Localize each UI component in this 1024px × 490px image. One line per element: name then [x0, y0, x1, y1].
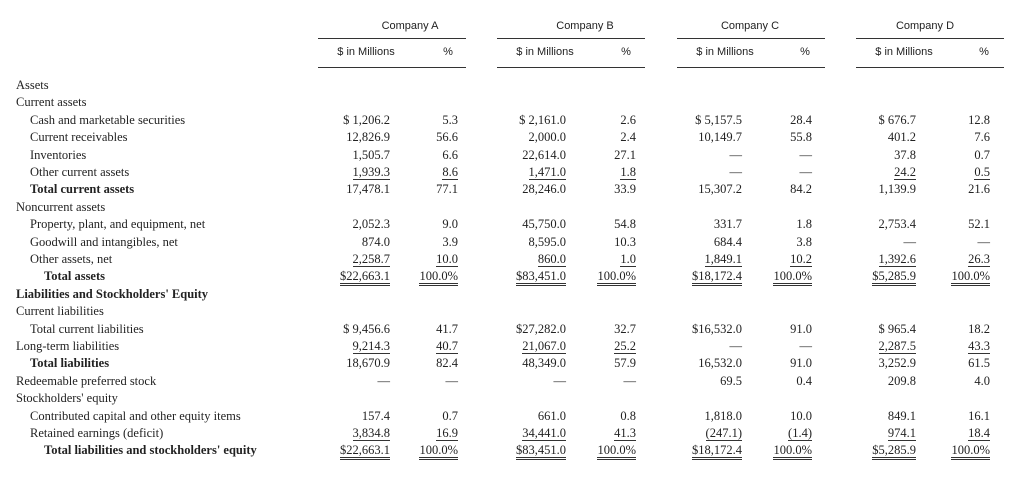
- amount-cell: 34,441.0: [522, 426, 566, 440]
- percent-cell: 1.0: [620, 252, 636, 266]
- percent-cell: 0.8: [620, 408, 636, 423]
- percent-cell: 56.6: [436, 130, 458, 145]
- percent-cell: —: [799, 147, 812, 162]
- amount-cell: 16,532.0: [698, 356, 742, 371]
- percent-cell: 32.7: [614, 321, 636, 336]
- percent-cell: 25.2: [614, 339, 636, 353]
- amount-cell: 10,149.7: [698, 130, 742, 145]
- amount-cell: —: [377, 373, 390, 388]
- percent-cell: 2.6: [620, 112, 636, 127]
- percent-cell: 28.4: [790, 112, 812, 127]
- amount-cell: 1,471.0: [528, 165, 566, 179]
- row-label: Inventories: [30, 147, 87, 162]
- amount-cell: 3,834.8: [352, 426, 390, 440]
- row-label: Current assets: [16, 95, 87, 110]
- amount-cell: 2,052.3: [352, 217, 390, 232]
- amount-cell: 2,258.7: [352, 252, 390, 266]
- table-row: [0, 182, 1024, 200]
- amount-cell: 1,392.6: [878, 252, 916, 266]
- amount-cell: 21,067.0: [522, 339, 566, 353]
- company-a-pct-header: %: [443, 46, 453, 58]
- percent-cell: 4.0: [974, 373, 990, 388]
- percent-cell: —: [623, 373, 636, 388]
- table-row: [0, 269, 1024, 287]
- percent-cell: 82.4: [436, 356, 458, 371]
- table-row: [0, 217, 1024, 235]
- amount-cell: 8,595.0: [528, 234, 566, 249]
- amount-cell: (247.1): [705, 426, 742, 440]
- table-row: [0, 443, 1024, 461]
- table-row: [0, 339, 1024, 357]
- amount-cell: 2,287.5: [878, 339, 916, 353]
- percent-cell: 27.1: [614, 147, 636, 162]
- company-d-sub-rule: [856, 67, 1004, 68]
- amount-cell: $18,172.4: [652, 269, 742, 284]
- amount-cell: $ 2,161.0: [519, 112, 566, 127]
- row-label: Current liabilities: [16, 304, 104, 319]
- company-b-sub-rule: [497, 67, 645, 68]
- table-row: [0, 130, 1024, 148]
- percent-cell: (1.4): [788, 426, 812, 440]
- amount-cell: 2,753.4: [878, 217, 916, 232]
- amount-cell: 2,000.0: [528, 130, 566, 145]
- row-label: Retained earnings (deficit): [30, 426, 164, 440]
- amount-cell: 849.1: [887, 408, 916, 423]
- row-label: Liabilities and Stockholders' Equity: [16, 286, 209, 301]
- company-a-amount-header: $ in Millions: [337, 46, 395, 58]
- company-c-rule: [677, 38, 825, 39]
- amount-cell: 9,214.3: [352, 339, 390, 353]
- amount-cell: 12,826.9: [346, 130, 390, 145]
- row-label: Total current assets: [30, 182, 135, 197]
- amount-cell: 15,307.2: [698, 182, 742, 197]
- amount-cell: —: [729, 165, 742, 179]
- amount-cell: $83,451.0: [476, 443, 566, 458]
- amount-cell: —: [729, 147, 742, 162]
- percent-cell: 0.5: [974, 165, 990, 179]
- percent-cell: 5.3: [442, 112, 458, 127]
- company-b-pct-header: %: [621, 46, 631, 58]
- company-a-sub-rule: [318, 67, 466, 68]
- percent-cell: 1.8: [796, 217, 812, 232]
- percent-cell: 55.8: [790, 130, 812, 145]
- percent-cell: 16.1: [968, 408, 990, 423]
- amount-cell: 18,670.9: [346, 356, 390, 371]
- table-row: [0, 287, 1024, 305]
- table-row: [0, 95, 1024, 113]
- percent-cell: —: [977, 234, 990, 249]
- percent-cell: 100.0%: [408, 443, 458, 458]
- row-label: Total liabilities and stockholders' equity: [44, 443, 257, 458]
- table-row: [0, 113, 1024, 131]
- percent-cell: 91.0: [790, 321, 812, 336]
- amount-cell: 45,750.0: [522, 217, 566, 232]
- amount-cell: $ 676.7: [878, 112, 916, 127]
- company-c-header: Company C: [720, 20, 780, 32]
- amount-cell: 661.0: [537, 408, 566, 423]
- amount-cell: 28,246.0: [522, 182, 566, 197]
- amount-cell: $22,663.1: [300, 269, 390, 284]
- percent-cell: 43.3: [968, 339, 990, 353]
- percent-cell: 100.0%: [940, 443, 990, 458]
- percent-cell: 3.9: [442, 234, 458, 249]
- percent-cell: 12.8: [968, 112, 990, 127]
- company-d-pct-header: %: [979, 46, 989, 58]
- percent-cell: 91.0: [790, 356, 812, 371]
- amount-cell: $5,285.9: [826, 269, 916, 284]
- amount-cell: 48,349.0: [522, 356, 566, 371]
- table-row: [0, 304, 1024, 322]
- row-label: Goodwill and intangibles, net: [30, 234, 178, 249]
- amount-cell: 24.2: [894, 165, 916, 179]
- company-d-amount-header: $ in Millions: [875, 46, 933, 58]
- row-label: Stockholders' equity: [16, 391, 118, 406]
- amount-cell: $18,172.4: [652, 443, 742, 458]
- row-label: Long-term liabilities: [16, 339, 120, 353]
- percent-cell: 18.2: [968, 321, 990, 336]
- percent-cell: 61.5: [968, 356, 990, 371]
- company-b-amount-header: $ in Millions: [516, 46, 574, 58]
- amount-cell: 157.4: [361, 408, 390, 423]
- amount-cell: $22,663.1: [300, 443, 390, 458]
- percent-cell: 16.9: [436, 426, 458, 440]
- percent-cell: 18.4: [968, 426, 990, 440]
- table-row: [0, 322, 1024, 340]
- percent-cell: —: [799, 165, 812, 179]
- percent-cell: 7.6: [974, 130, 990, 145]
- percent-cell: 77.1: [436, 182, 458, 197]
- amount-cell: 1,505.7: [352, 147, 390, 162]
- table-row: [0, 252, 1024, 270]
- percent-cell: 100.0%: [762, 443, 812, 458]
- percent-cell: —: [445, 373, 458, 388]
- percent-cell: 3.8: [796, 234, 812, 249]
- amount-cell: 3,252.9: [878, 356, 916, 371]
- percent-cell: 100.0%: [586, 443, 636, 458]
- row-label: Noncurrent assets: [16, 199, 106, 214]
- table-row: [0, 374, 1024, 392]
- amount-cell: 69.5: [720, 373, 742, 388]
- percent-cell: 1.8: [620, 165, 636, 179]
- table-row: [0, 356, 1024, 374]
- company-a-rule: [318, 38, 466, 39]
- amount-cell: $ 1,206.2: [343, 112, 390, 127]
- percent-cell: 54.8: [614, 217, 636, 232]
- amount-cell: $ 5,157.5: [695, 112, 742, 127]
- company-b-header: Company B: [556, 20, 614, 32]
- percent-cell: 0.7: [442, 408, 458, 423]
- percent-cell: 52.1: [968, 217, 990, 232]
- percent-cell: 0.4: [796, 373, 812, 388]
- percent-cell: 26.3: [968, 252, 990, 266]
- amount-cell: $83,451.0: [476, 269, 566, 284]
- percent-cell: 41.3: [614, 426, 636, 440]
- row-label: Total assets: [44, 269, 106, 284]
- company-d-rule: [856, 38, 1004, 39]
- company-c-pct-header: %: [800, 46, 810, 58]
- percent-cell: 10.3: [614, 234, 636, 249]
- table-row: [0, 148, 1024, 166]
- amount-cell: $16,532.0: [692, 321, 742, 336]
- amount-cell: $ 9,456.6: [343, 321, 390, 336]
- row-label: Total liabilities: [30, 356, 110, 371]
- percent-cell: —: [799, 339, 812, 353]
- percent-cell: 33.9: [614, 182, 636, 197]
- amount-cell: 37.8: [894, 147, 916, 162]
- amount-cell: 1,849.1: [704, 252, 742, 266]
- company-c-sub-rule: [677, 67, 825, 68]
- row-label: Other assets, net: [30, 252, 113, 266]
- row-label: Contributed capital and other equity items: [30, 408, 241, 423]
- amount-cell: 331.7: [713, 217, 742, 232]
- percent-cell: 57.9: [614, 356, 636, 371]
- percent-cell: 2.4: [620, 130, 636, 145]
- percent-cell: 10.0: [790, 408, 812, 423]
- amount-cell: —: [903, 234, 916, 249]
- row-label: Current receivables: [30, 130, 128, 145]
- row-label: Assets: [16, 78, 49, 92]
- table-row: [0, 78, 1024, 96]
- percent-cell: 8.6: [442, 165, 458, 179]
- percent-cell: 41.7: [436, 321, 458, 336]
- amount-cell: 1,939.3: [352, 165, 390, 179]
- percent-cell: 84.2: [790, 182, 812, 197]
- amount-cell: 17,478.1: [346, 182, 390, 197]
- row-label: Total current liabilities: [30, 321, 144, 336]
- percent-cell: 21.6: [968, 182, 990, 197]
- table-row: [0, 165, 1024, 183]
- amount-cell: 874.0: [361, 234, 390, 249]
- table-row: [0, 391, 1024, 409]
- percent-cell: 10.2: [790, 252, 812, 266]
- amount-cell: —: [729, 339, 742, 353]
- company-d-header: Company D: [895, 20, 955, 32]
- amount-cell: 1,818.0: [704, 408, 742, 423]
- amount-cell: 684.4: [713, 234, 742, 249]
- amount-cell: $27,282.0: [516, 321, 566, 336]
- amount-cell: 401.2: [887, 130, 916, 145]
- table-row: [0, 409, 1024, 427]
- amount-cell: 22,614.0: [522, 147, 566, 162]
- percent-cell: 100.0%: [586, 269, 636, 284]
- table-row: [0, 235, 1024, 253]
- amount-cell: $5,285.9: [826, 443, 916, 458]
- percent-cell: 100.0%: [940, 269, 990, 284]
- company-b-rule: [497, 38, 645, 39]
- percent-cell: 100.0%: [762, 269, 812, 284]
- percent-cell: 10.0: [436, 252, 458, 266]
- table-row: [0, 426, 1024, 444]
- company-c-amount-header: $ in Millions: [696, 46, 754, 58]
- row-label: Redeemable preferred stock: [16, 373, 157, 388]
- row-label: Property, plant, and equipment, net: [30, 217, 206, 232]
- amount-cell: —: [553, 373, 566, 388]
- amount-cell: 209.8: [887, 373, 916, 388]
- amount-cell: 1,139.9: [878, 182, 916, 197]
- percent-cell: 100.0%: [408, 269, 458, 284]
- percent-cell: 40.7: [436, 339, 458, 353]
- company-a-header: Company A: [381, 20, 439, 32]
- row-label: Cash and marketable securities: [30, 112, 186, 127]
- table-row: [0, 200, 1024, 218]
- amount-cell: 974.1: [887, 426, 916, 440]
- percent-cell: 9.0: [442, 217, 458, 232]
- amount-cell: $ 965.4: [878, 321, 916, 336]
- row-label: Other current assets: [30, 165, 130, 179]
- percent-cell: 0.7: [974, 147, 990, 162]
- amount-cell: 860.0: [537, 252, 566, 266]
- percent-cell: 6.6: [442, 147, 458, 162]
